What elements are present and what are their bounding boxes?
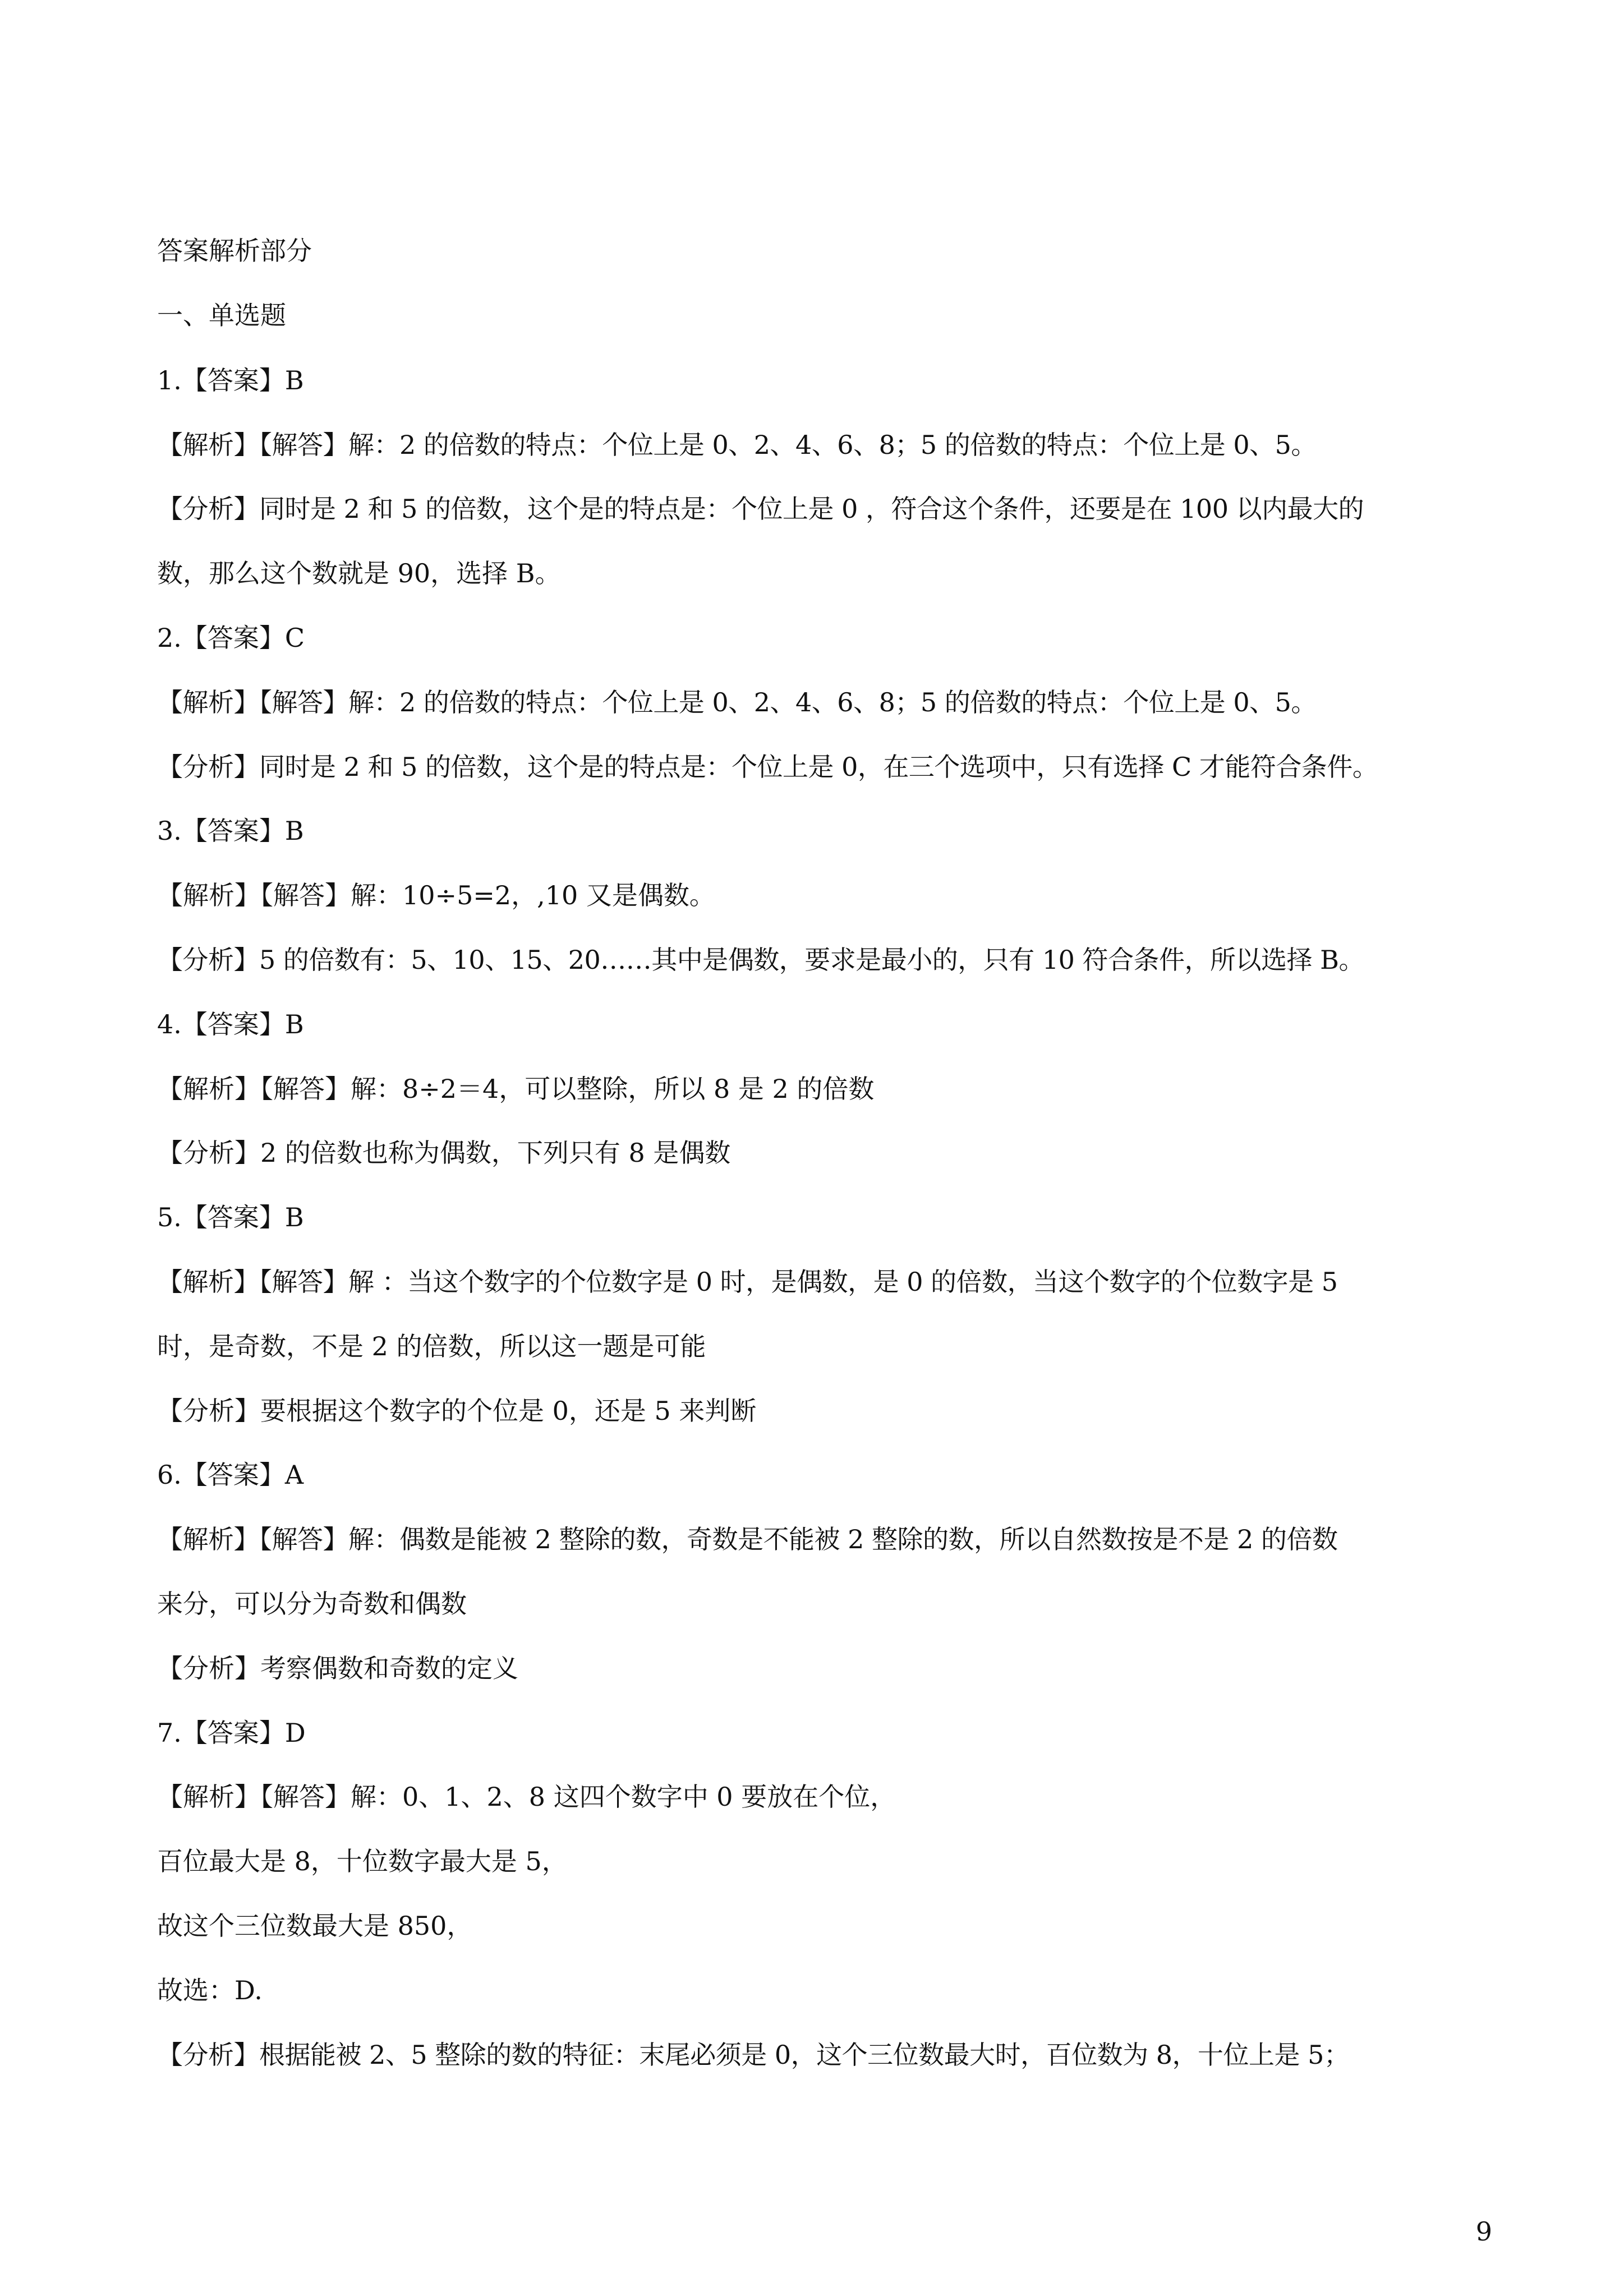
- comment-7: 【分析】根据能被 2、5 整除的数的特征：末尾必须是 0，这个三位数最大时，百位数为 8，十位上是 5；: [157, 2040, 1350, 2070]
- analysis-7-line-1: 【解析】【解答】解：0、1、2、8 这四个数字中 0 要放在个位，: [157, 1782, 896, 1812]
- answer-1: 1.【答案】B: [157, 365, 304, 395]
- answer-4: 4.【答案】B: [157, 1009, 304, 1039]
- analysis-5-line-2: 时，是奇数，不是 2 的倍数，所以这一题是可能: [157, 1331, 706, 1361]
- analysis-6-line-1: 【解析】【解答】解：偶数是能被 2 整除的数，奇数是不能被 2 整除的数，所以自然数按是不是 2 的倍数: [157, 1524, 1338, 1554]
- comment-3: 【分析】5 的倍数有：5、10、15、20……其中是偶数，要求是最小的，只有 10 符合条件，所以选择 B。: [157, 945, 1364, 975]
- comment-2: 【分析】同时是 2 和 5 的倍数，这个是的特点是：个位上是 0，在三个选项中，只有选择 C 才能符合条件。: [157, 752, 1378, 782]
- section-title: 答案解析部分: [157, 236, 312, 266]
- analysis-5-line-1: 【解析】【解答】解 ：当这个数字的个位数字是 0 时，是偶数，是 0 的倍数，当这个数字的个位数字是 5: [157, 1267, 1338, 1297]
- answer-3: 3.【答案】B: [157, 816, 304, 846]
- comment-4: 【分析】2 的倍数也称为偶数，下列只有 8 是偶数: [157, 1138, 731, 1168]
- analysis-6-line-2: 来分，可以分为奇数和偶数: [157, 1589, 467, 1619]
- comment-1-line-1: 【分析】同时是 2 和 5 的倍数，这个是的特点是：个位上是 0 ，符合这个条件，还要是在 100 以内最大的: [157, 494, 1364, 524]
- answer-2: 2.【答案】C: [157, 623, 305, 653]
- comment-6: 【分析】考察偶数和奇数的定义: [157, 1653, 518, 1683]
- comment-5: 【分析】要根据这个数字的个位是 0，还是 5 来判断: [157, 1396, 757, 1426]
- comment-1-line-2: 数，那么这个数就是 90，选择 B。: [157, 558, 561, 588]
- analysis-2: 【解析】【解答】解：2 的倍数的特点：个位上是 0、2、4、6、8；5 的倍数的特点：个位上是 0、5。: [157, 687, 1317, 717]
- section-heading: 一、单选题: [157, 300, 286, 330]
- analysis-7-line-3: 故这个三位数最大是 850，: [157, 1911, 473, 1941]
- answer-7: 7.【答案】D: [157, 1718, 306, 1748]
- page-number: 9: [1475, 2216, 1492, 2247]
- answer-6: 6.【答案】A: [157, 1460, 304, 1490]
- answer-5: 5.【答案】B: [157, 1202, 304, 1232]
- analysis-7-line-2: 百位最大是 8，十位数字最大是 5，: [157, 1846, 568, 1876]
- analysis-1: 【解析】【解答】解：2 的倍数的特点：个位上是 0、2、4、6、8；5 的倍数的特点：个位上是 0、5。: [157, 430, 1317, 460]
- analysis-3: 【解析】【解答】解：10÷5=2，,10 又是偶数。: [157, 880, 715, 910]
- analysis-7-line-4: 故选：D.: [157, 1975, 263, 2005]
- analysis-4: 【解析】【解答】解：8÷2＝4，可以整除，所以 8 是 2 的倍数: [157, 1074, 875, 1104]
